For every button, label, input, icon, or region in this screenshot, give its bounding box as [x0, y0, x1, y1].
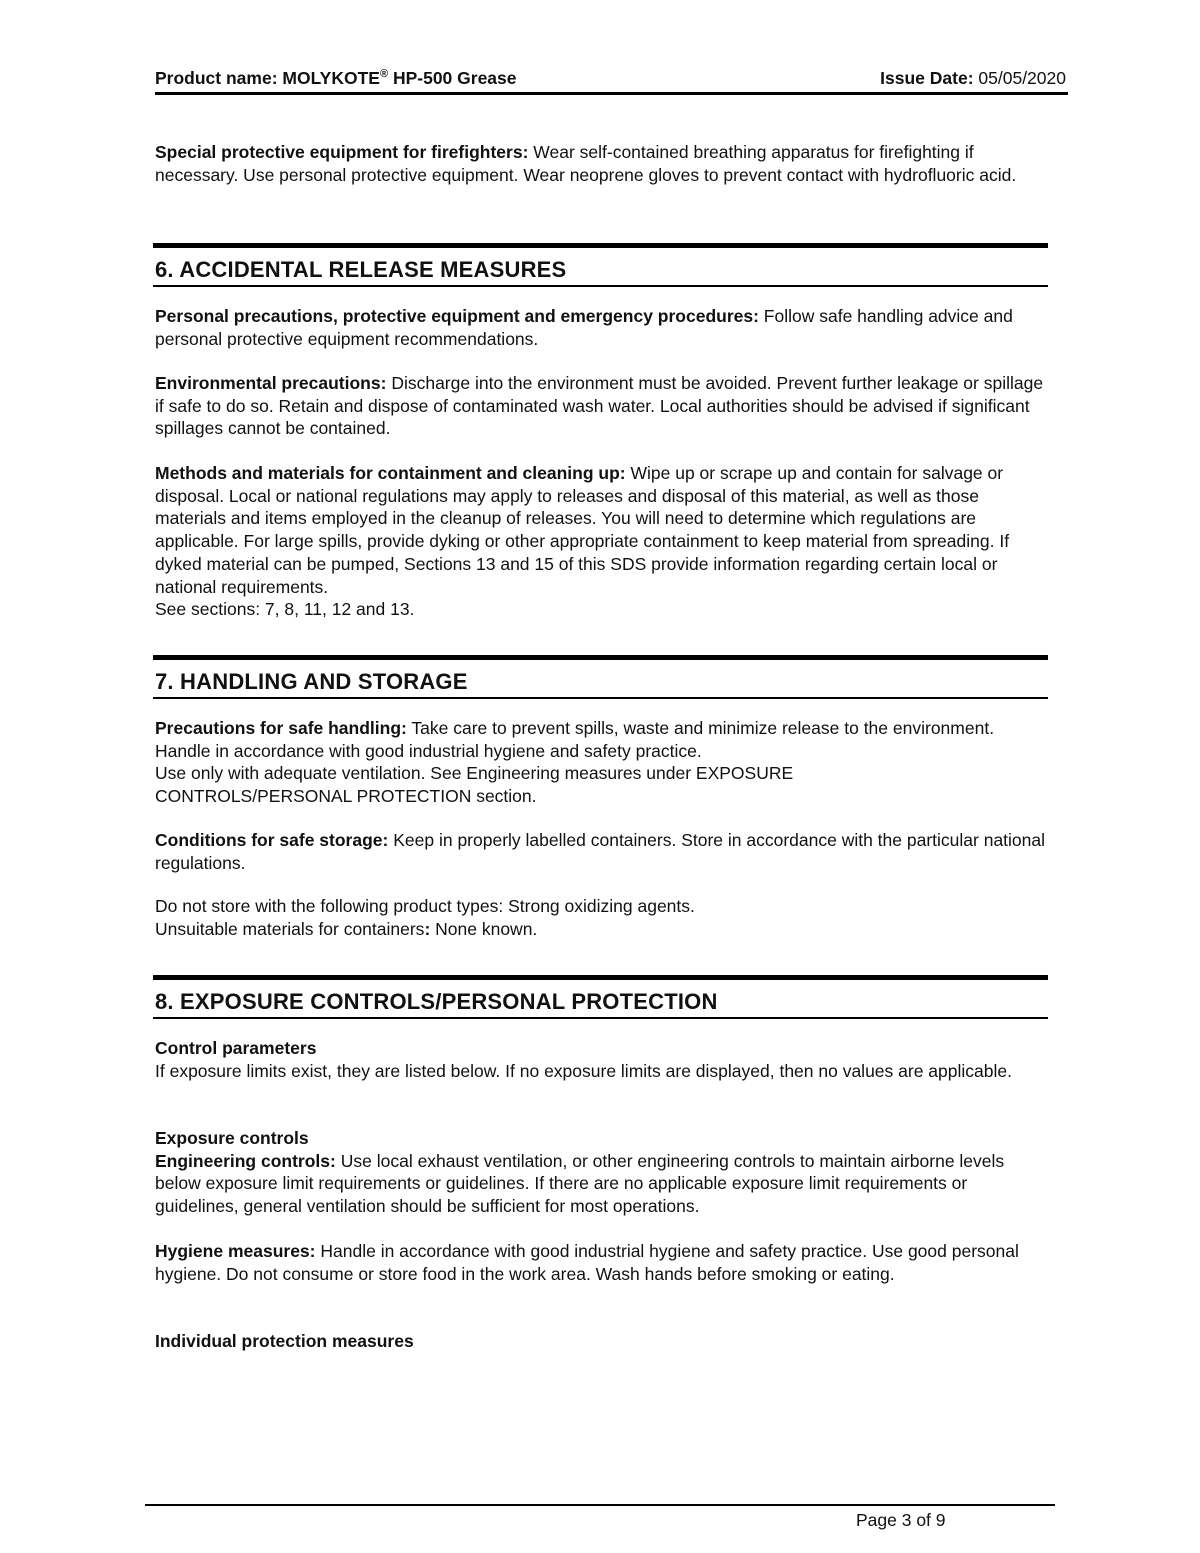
- header-divider: [155, 92, 1068, 95]
- hygiene-measures-paragraph: [155, 1240, 1050, 1285]
- registered-mark: ®: [379, 68, 389, 80]
- section-7-title: 7. HANDLING AND STORAGE: [155, 669, 468, 694]
- section-8-top-rule: [153, 975, 1048, 980]
- product-name-label: Product name:: [155, 68, 278, 88]
- personal-precautions-text: Follow safe handling advice and personal protective equipment recommendations.: [155, 306, 1013, 349]
- section-7-bottom-rule: [153, 697, 1048, 699]
- section-6-title: 6. ACCIDENTAL RELEASE MEASURES: [155, 257, 567, 282]
- unsuitable-materials-text: None known.: [435, 918, 538, 939]
- see-sections-text: See sections: 7, 8, 11, 12 and 13.: [155, 599, 415, 620]
- safe-storage-text: Keep in properly labelled containers. Store in accordance with the particular national regulations.: [155, 830, 1046, 873]
- exposure-controls-heading: Exposure controls: [155, 1128, 309, 1148]
- section-8-title: 8. EXPOSURE CONTROLS/PERSONAL PROTECTION: [155, 989, 718, 1014]
- hygiene-measures-label: Hygiene measures:: [155, 1241, 316, 1261]
- safe-storage-label: Conditions for safe storage:: [155, 830, 389, 850]
- control-parameters-text: If exposure limits exist, they are listed below. If no exposure limits are displayed, then no values are applicable.: [155, 1060, 1012, 1081]
- firefighters-text: Wear self-contained breathing apparatus for firefighting if necessary. Use personal protective equipment. Wear neoprene gloves to prevent contact with hydrofluoric acid.: [155, 142, 1017, 185]
- personal-precautions-label: Personal precautions, protective equipment and emergency procedures:: [155, 306, 759, 326]
- safe-storage-paragraph: [155, 829, 1050, 874]
- safe-handling-text: Take care to prevent spills, waste and minimize release to the environment. Handle in accordance with good industrial hygiene and safety practice.: [155, 718, 995, 761]
- section-6-top-rule: [153, 243, 1048, 248]
- section-8-bottom-rule: [153, 1017, 1048, 1019]
- hygiene-measures-text: Handle in accordance with good industrial hygiene and safety practice. Use good personal hygiene. Do not consume or store food in the work area. Wash hands before smoking or eating.: [155, 1241, 1019, 1284]
- environmental-precautions-paragraph: [155, 372, 1050, 440]
- product-name-value: MOLYKOTE: [282, 68, 380, 88]
- safe-handling-label: Precautions for safe handling:: [155, 718, 407, 738]
- engineering-controls-text: Use local exhaust ventilation, or other engineering controls to maintain airborne levels below exposure limit requirements or guidelines. If there are no applicable exposure limit requirements or guidelines, general ventilation should be sufficient for most operations.: [155, 1150, 1005, 1217]
- unsuitable-materials-colon: :: [424, 918, 431, 939]
- containment-methods-label: Methods and materials for containment and cleaning up:: [155, 463, 626, 483]
- engineering-controls-label: Engineering controls:: [155, 1150, 336, 1171]
- section-7-top-rule: [153, 655, 1048, 660]
- do-not-store-text: Do not store with the following product types: Strong oxidizing agents.: [155, 896, 695, 916]
- product-name: [155, 68, 517, 89]
- storage-incompatibility-paragraph: [155, 895, 1050, 940]
- personal-precautions-paragraph: [155, 305, 1050, 350]
- ventilation-text: Use only with adequate ventilation. See Engineering measures under EXPOSURE CONTROLS/PERSONAL PROTECTION section.: [155, 763, 794, 807]
- issue-date-value: 05/05/2020: [978, 68, 1066, 88]
- issue-date: [880, 68, 1066, 89]
- control-parameters-heading: Control parameters: [155, 1038, 317, 1058]
- page-header: [155, 68, 1068, 90]
- safe-handling-paragraph: [155, 717, 1050, 808]
- individual-protection-paragraph: [155, 1330, 1050, 1353]
- individual-protection-heading: Individual protection measures: [155, 1331, 414, 1351]
- containment-methods-paragraph: [155, 462, 1050, 621]
- unsuitable-materials-label: Unsuitable materials for containers: [155, 918, 425, 939]
- control-parameters-paragraph: [155, 1037, 1050, 1082]
- containment-methods-text: Wipe up or scrape up and contain for salvage or disposal. Local or national regulations may apply to releases and disposal of this material, as well as those materials and items employed in the cleanup of releases. You will need to determine which regulations are applicable. For large spills, provide dyking or other appropriate containment to keep material from spreading. If dyked material can be pumped, Sections 13 and 15 of this SDS provide information regarding certain local or national requirements.: [155, 463, 1010, 597]
- environmental-precautions-label: Environmental precautions:: [155, 373, 387, 393]
- environmental-precautions-text: Discharge into the environment must be avoided. Prevent further leakage or spillage if safe to do so. Retain and dispose of contaminated wash water. Local authorities should be advised if significant spillages cannot be contained.: [155, 373, 1044, 439]
- issue-date-label: Issue Date:: [880, 68, 974, 88]
- product-name-suffix: HP-500 Grease: [392, 68, 517, 88]
- section-6-bottom-rule: [153, 285, 1048, 287]
- firefighters-paragraph: [155, 141, 1050, 186]
- footer-divider: [145, 1504, 1055, 1506]
- exposure-controls-paragraph: [155, 1127, 1050, 1218]
- page-number: Page 3 of 9: [856, 1510, 946, 1530]
- firefighters-label: Special protective equipment for firefighters:: [155, 142, 529, 162]
